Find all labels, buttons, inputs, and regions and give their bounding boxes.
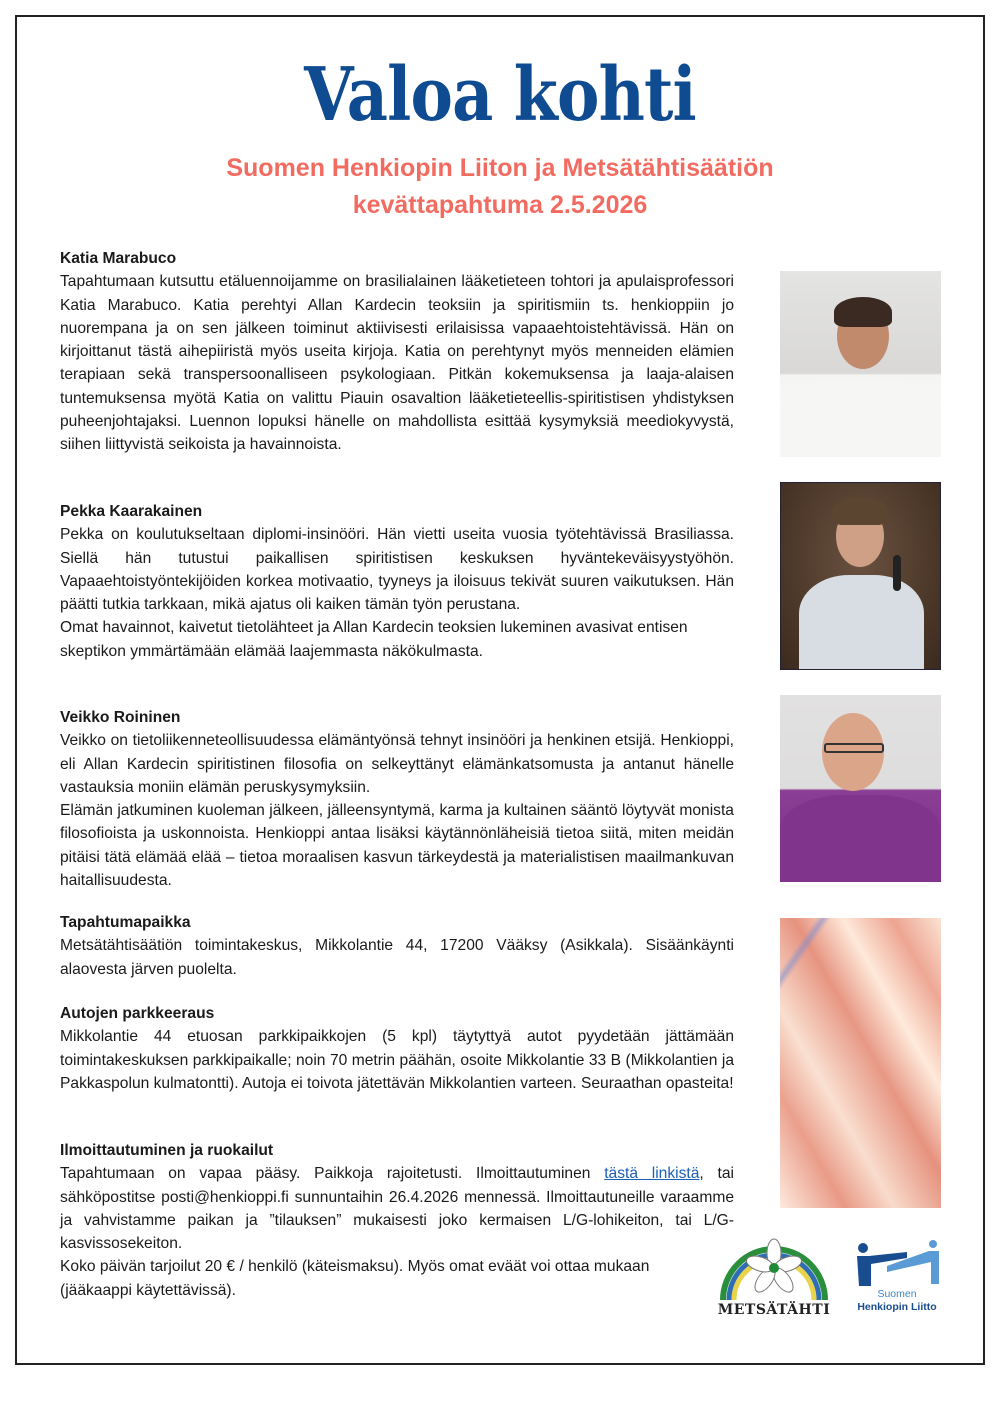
shirt-shape bbox=[780, 379, 941, 457]
registration-text-end: , tai sähköpostitse posti@henkioppi.fi sunnuntaihin 26.4.2026 mennessä. Ilmoittautuneille varaamme ja vahvistamme paikan ja ”tilauksen” mukaisesti joko kermaisen L/G-lohikeiton, tai L/G-kasvissosekeiton. bbox=[60, 1165, 734, 1253]
speaker-name: Veikko Roininen bbox=[60, 709, 181, 726]
speaker-name: Katia Marabuco bbox=[60, 250, 177, 267]
speaker-bio: Elämän jatkuminen kuoleman jälkeen, jälleensyntymä, karma ja kultainen sääntö löytyvät monista filosofioista ja uskonnoista. Henkioppi antaa lisäksi käytännönläheisiä tietoa siitä, miten meidän pitäisi tätä elämää elää – tietoa moraalisen kasvun tärkeydestä ja materialistisen maailmankuvan haitallisuudesta. bbox=[60, 802, 734, 890]
speaker-bio: Veikko on tietoliikenneteollisuudessa elämäntyönsä tehnyt insinööri ja henkinen etsijä. Henkioppi, eli Allan Kardecin spiritistinen filosofia on selkeyttänyt elämänkatsomusta ja antanut hänelle vastauksia moniin elämän peruskysymyksiin. bbox=[60, 732, 734, 796]
speaker-bio: Tapahtumaan kutsuttu etäluennoijamme on brasilialainen lääketieteen tohtori ja apulaisprofessori Katia Marabuco. Katia perehtyi Allan Kardecin teoksiin ja spiritismiin ts. henkioppiin jo nuorempana ja on sen jälkeen toiminut aktiivisesti erilaisissa vapaaehtoistehtävissä. Hän on kirjoittanut tästä aihepiiristä myös useita kirjoja. Katia on perehtynyt myös menneiden elämien terapiaan sekä transpersoonalliseen psykologiaan. Pitkän kokemuksensa ja laaja-alaisen tuntemuksensa myötä Katia on valittu Piauin osavaltion lääketieteellis-spiritistisen yhdistyksen puheenjohtajaksi. Luennon lopuksi hänelle on mahdollista esittää kysymyksiä meediokyvystä, siihen liittyvistä seikoista ja havainnoista. bbox=[60, 273, 734, 454]
speaker-section-katia bbox=[60, 247, 734, 457]
registration-link[interactable]: tästä linkistä bbox=[604, 1165, 700, 1183]
speaker-section-veikko bbox=[60, 706, 734, 892]
subtitle-line-2: kevättapahtuma 2.5.2026 bbox=[352, 191, 648, 219]
microphone-shape bbox=[893, 555, 901, 591]
metsatahti-rainbow-flower-icon bbox=[715, 1238, 833, 1300]
venue-heading: Tapahtumapaikka bbox=[60, 914, 191, 931]
marble-art-image bbox=[780, 918, 941, 1208]
metsatahti-logo-text: METSÄTÄHTI bbox=[717, 1302, 831, 1318]
registration-text bbox=[60, 1162, 734, 1255]
registration-heading: Ilmoittautuminen ja ruokailut bbox=[60, 1142, 274, 1159]
venue-text: Metsätähtisäätiön toimintakeskus, Mikkolantie 44, 17200 Vääksy (Asikkala). Sisäänkäynti alaovesta järven puolelta. bbox=[60, 937, 734, 978]
parking-text: Mikkolantie 44 etuosan parkkipaikkojen (5 kpl) täytyttyä autot pyydetään jättämään toimintakeskuksen parkkipaikalle; noin 70 metrin päähän, osoite Mikkolantie 33 B (Mikkolantien ja Pakkaspolun kulmatontti). Autoja ei toivota jätettävän Mikkolantien varteen. Seuraathan opasteita! bbox=[60, 1028, 734, 1092]
speaker-bio: Omat havainnot, kaivetut tietolähteet ja Allan Kardecin teoksien lukeminen avasivat entisen skeptikon ymmärtämään elämää laajemmasta näkökulmasta. bbox=[60, 619, 688, 660]
shirt-shape bbox=[799, 575, 924, 670]
speaker-bio: Pekka on koulutukseltaan diplomi-insinööri. Hän vietti useita vuosia työtehtävissä Brasiliassa. Siellä hän tutustui paikallisen spiritistisen keskuksen hyväntekeväisyystyöhön. Vapaaehtoistyöntekijöiden korkea motivaatio, tyyneys ja iloisuus tekivät suuren vaikutuksen. Hän päätti tutkia tarkkaan, mikä ajatus oli kaiken tämän työn perustana. bbox=[60, 526, 734, 614]
parking-section bbox=[60, 1002, 734, 1095]
hair-shape bbox=[834, 297, 892, 327]
registration-text-start: Tapahtumaan on vapaa pääsy. Paikkoja rajoitetusti. Ilmoittautuminen bbox=[60, 1165, 605, 1183]
metsatahti-logo bbox=[715, 1238, 833, 1318]
pekka-photo bbox=[780, 482, 941, 670]
henkioppi-logo-text-1: Suomen bbox=[877, 1288, 917, 1300]
registration-section bbox=[60, 1139, 734, 1302]
hair-shape bbox=[832, 497, 888, 525]
henkioppi-figures-icon bbox=[847, 1238, 947, 1288]
page-title: Valoa kohti bbox=[304, 52, 696, 138]
sweater-shape bbox=[780, 795, 941, 882]
subtitle-line-1: Suomen Henkiopin Liiton ja Metsätähtisäätiön bbox=[226, 154, 774, 182]
page-subtitle bbox=[0, 150, 1000, 224]
speaker-section-pekka bbox=[60, 500, 734, 663]
veikko-photo bbox=[780, 695, 941, 882]
parking-heading: Autojen parkkeeraus bbox=[60, 1005, 215, 1022]
katia-photo bbox=[780, 271, 941, 457]
henkioppi-logo bbox=[847, 1238, 947, 1318]
henkioppi-logo-text-2: Henkiopin Liitto bbox=[857, 1301, 937, 1313]
venue-section bbox=[60, 911, 734, 981]
glasses-shape bbox=[824, 743, 884, 753]
food-text: Koko päivän tarjoilut 20 € / henkilö (käteismaksu). Myös omat eväät voi ottaa mukaan (jääkaappi käytettävissä). bbox=[60, 1258, 650, 1299]
speaker-name: Pekka Kaarakainen bbox=[60, 503, 203, 520]
